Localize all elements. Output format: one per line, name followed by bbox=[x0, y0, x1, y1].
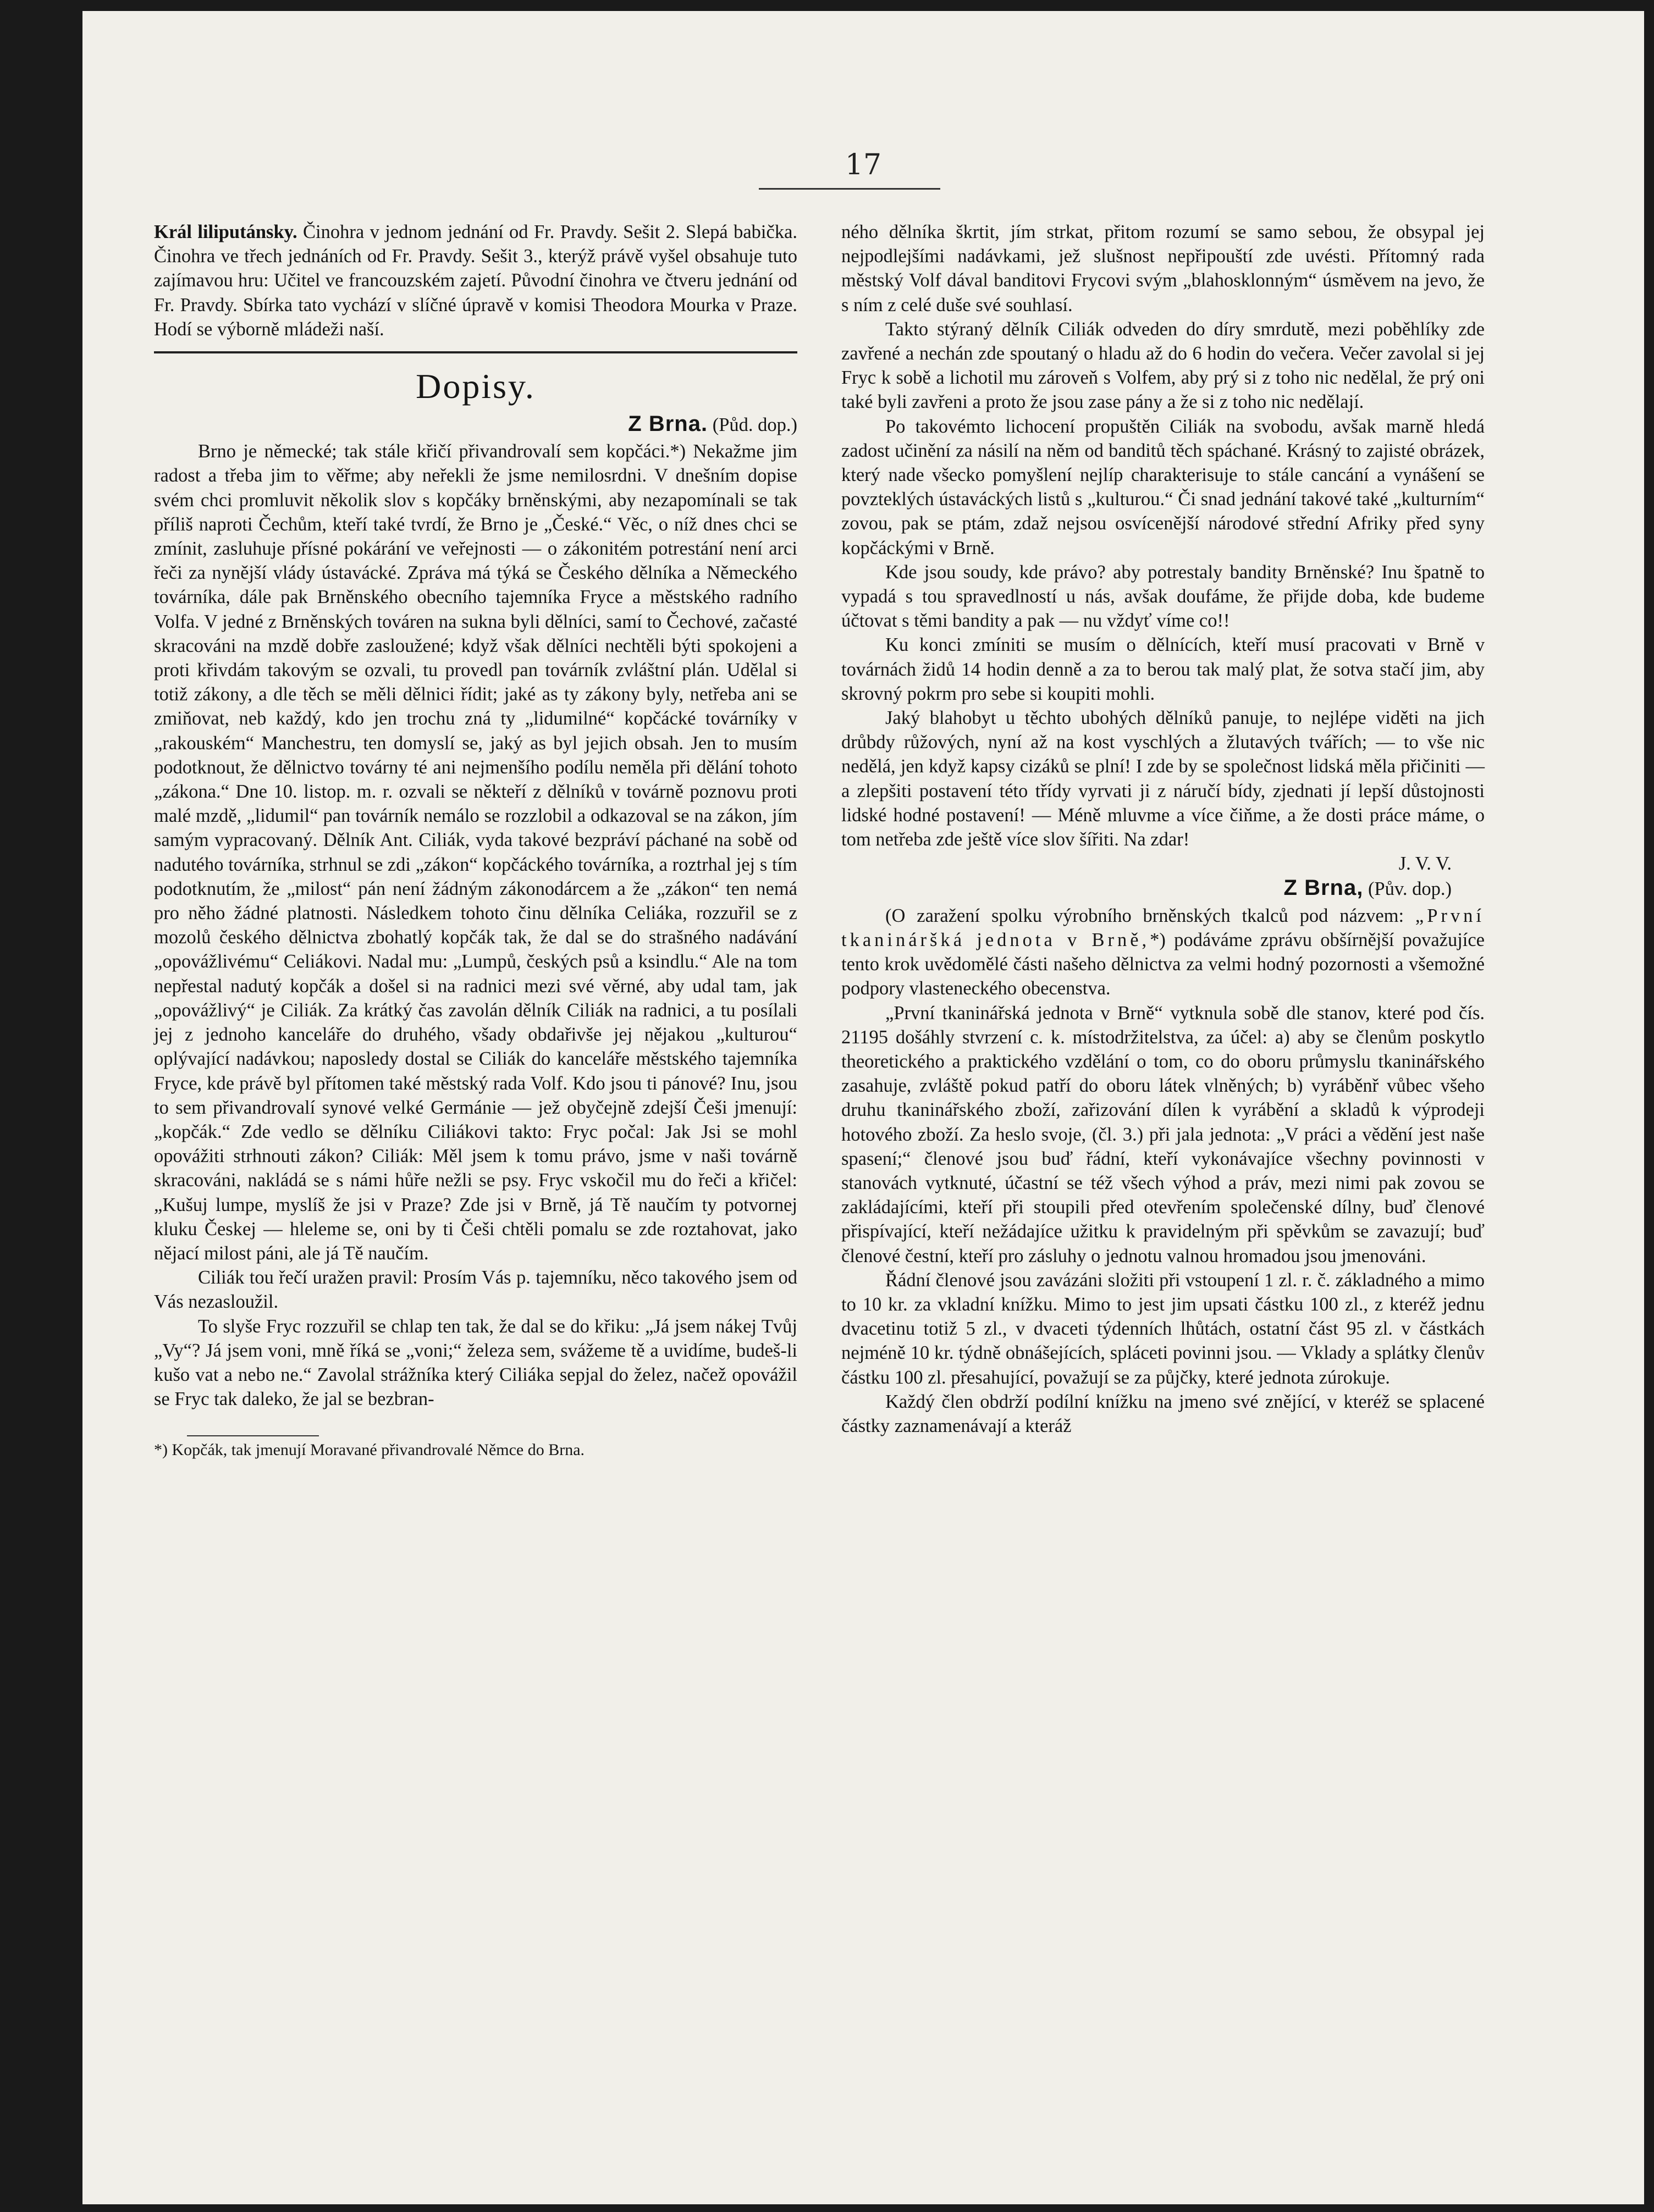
letter1-source: (Půd. dop.) bbox=[712, 414, 797, 436]
letter2-intro-b: *) podáváme zprávu obšírnější považujíce tento krok uvědomělé části našeho dělnictva za velmi hodný pozornosti a všemožné podpory vlasteneckého obecenstva. bbox=[841, 929, 1485, 999]
letter1-paragraph-2: Ciliák tou řečí uražen pravil: Prosím Vás p. tajemníku, něco takového jsem od Vás nezasloužil. bbox=[154, 1267, 797, 1313]
letter1-continuation-6: Jaký blahobyt u těchto ubohých dělníků panuje, to nejlépe viděti na jich drůbdy růžových, nyní až na kost vyschlých a žlutavých tvářích; — to vše nic nedělá, jen když kapsy cizáků se plní! I zde by se společnost lidská měla přičiniti — a zlepšiti postavení této třídy vyrvati ji z náručí bídy, zjednati jí lepší důstojnosti lidské hodné postavení! — Méně mluvme a více čiňme, a že dosti práce máme, o tom netřeba zde ještě více slov šířiti. Na zdar! bbox=[841, 707, 1485, 850]
page-number-rule bbox=[759, 188, 940, 190]
letter1-continuation-4: Kde jsou soudy, kde právo? aby potrestaly bandity Brněnské? Inu špatně to vypadá s tou spravedlností u nás, avšak doufáme, že přijde doba, kde budeme účtovat s těmi bandity a pak — nu vždyť víme co!! bbox=[841, 561, 1485, 632]
letter1-place: Z Brna. bbox=[628, 412, 708, 436]
right-column bbox=[841, 220, 1485, 1438]
letter2-paragraph-1: „První tkaninářská jednota v Brně“ vytknula sobě dle stanov, které pod čís. 21195 došáhly stvrzení c. k. místodržitelstva, za účel: a) aby se členům poskytlo theoretického a praktického vzdělání o tom, co do oboru průmyslu tkaninářského zasahuje, zvláště pokud patří do oboru látek vlněných; b) vyráběnř vůbec všeho druhu tkaninářského zboží, zařizování dílen k vyrábění a skladů k výprodeji hotového zboží. Za heslo svoje, (čl. 3.) při jala jednota: „V práci a vědění jest naše spasení;“ členové jsou buď řádní, kteří vykonávajíce všechny povinnosti v stanovách vytknuté, účastní se též všech výhod a práv, mezi nimi pak zovou se zakládajícími, kteří při stoupili před otevřením společenské dílny, buď členové přispívající, kteří nežádajíce užitku k pravidelným při spěvkům se zavazují; buď členové čestní, kteří pro zásluhy o jednotu valnou hromadou jsou jmenováni. bbox=[841, 1002, 1485, 1267]
letter1-continuation-1: ného dělníka škrtit, jím strkat, přitom rozumí se samo sebou, že obsypal jej nejpodlejšími nadávkami, jež slušnost nepřipouští zde uvésti. Přítomný rada městský Volf dával banditovi Frycovi svým „blahosklonným“ úsměvem na jevo, že s ním z celé duše své souhlasí. bbox=[841, 222, 1485, 316]
signature-line bbox=[841, 851, 1485, 876]
letter1-paragraph-1: Brno je německé; tak stále křičí přivandrovalí sem kopčáci.*) Nekažme jim radost a třeba jim to věřme; aby neřekli že jsme nemilosrdni. V dnešním dopise svém chci promluvit několik slov s kopčáky brněnskými, aby nezapomínali se tak příliš naproti Čechům, kteří také tvrdí, že Brno je „České.“ Věc, o níž dnes chci se zmínit, zasluhuje přísné pokárání ve veřejnosti — o zákonitém potrestání není arci řeči za nynější vlády ústavácké. Zpráva má týká se Českého dělníka a Německého továrníka, dále pak Brněnského obecního tajemníka Fryce a městského radního Volfa. V jedné z Brněnských továren na sukna byli dělníci, samí to Čechové, začasté skracováni na mzdě dobře zasloužené; když však dělníci nechtěli býti spokojeni a proti křivdám takovým se ozvali, tu provedl pan továrník zvláštní plán. Udělal si totiž zákony, a dle těch se měli dělnici řídit; jaké as ty zákony byly, netřeba ani se zmiňovat, neb každý, kdo jen trochu zná ty „lidumilné“ kopčácké továrníky v „rakouském“ Manchestru, ten domyslí se, jaký as byl jejich obsah. Jen to musím podotknout, že dělnictvo továrny té ani nejmenšího podílu neměla při dělání tohoto „zákona.“ Dne 10. listop. m. r. ozvali se někteří z dělníků v továrně poznovu proti malé mzdě, „lidumil“ pan továrník nemálo se rozzlobil a odkazoval se na zákon, jím samým vypracovaný. Dělník Ant. Ciliák, vyda takové bezpráví páchané na sobě od nadutého továrníka, strhnul se zdi „zákon“ kopčáckého továrníka, a roztrhal jej s tím podotknutím, že „milost“ pán není žádným zákonodárcem a že „zákon“ ten nemá pro něho žádné platnosti. Následkem tohoto činu dělníka Celiáka, rozzuřil se z mozolů českého dělnictva zbohatlý kopčák tak, že dal se do strašného nadávání „opovážlivému“ Celiákovi. Nadal mu: „Lumpů, českých psů a ksindlu.“ Ale na tom nepřestal nadutý kopčák a došel si na radnici mezi své věrné, aby udal tam, jak „opovážlivý“ je Ciliák. Za krátký čas zavolán dělník Ciliák na radnici, a tu posílali jej z jednoho kanceláře do druhého, všady obdařivše jej nějakou „kulturou“ oplývající nadávkou; naposledy dostal se Ciliák do kanceláře městského tajemníka Fryce, kde právě byl přítomen také městský rada Volf. Kdo jsou ti pánové? Inu, jsou to sem přivandrovalí synové velké Germánie — jež obyčejně zdejší Češi jmenují: „kopčák.“ Zde vedlo se dělníku Ciliákovi takto: Fryc počal: Jak Jsi se mohl opovážiti strhnouti zákon? Ciliák: Měl jsem k tomu právo, jsme v naši továrně skracováni, nakládá se s námi hůře nežli se psy. Fryc vskočil mu do řeči a křičel: „Kušuj lumpe, myslíš že jsi v Praze? Zde jsi v Brně, já Tě naučím ty potvornej kluku Českej — hleleme se, oni by ti Češi chtěli pomalu se zde roztahovat, jako nějací milost páni, ale já Tě naučím. bbox=[154, 441, 797, 1264]
book-review bbox=[154, 220, 797, 341]
letter2-paragraph-2: Řádní členové jsou zavázáni složiti při vstoupení 1 zl. r. č. základného a mimo to 10 kr. za vkladní knížku. Mimo to jest jim upsati částku 100 zl., z kteréž jednu dvacetinu totiž 5 zl., v dvaceti týdenních lhůtách, ostatní část 95 zl. v částkách nejméně 10 kr. týdně obnášejících, spláceti povinni jsou. — Vklady a splátky členův částku 100 zl. přesahující, považují se za půjčky, které jednota zúrokuje. bbox=[841, 1269, 1485, 1388]
left-column bbox=[154, 220, 797, 1461]
section-divider bbox=[154, 351, 797, 353]
letter1-continuation-5: Ku konci zmíniti se musím o dělnících, kteří musí pracovati v Brně v továrnách židů 14 hodin denně a za to berou tak malý plat, že sotva stačí jim, aby skrovný pokrm pro sebe si koupiti mohli. bbox=[841, 634, 1485, 704]
review-text: Činohra v jednom jednání od Fr. Pravdy. Sešit 2. Slepá babička. Činohra ve třech jednáních od Fr. Pravdy. Sešit 3., kterýž právě vyšel obsahuje tuto zajímavou hru: Učitel ve francouzském zajetí. Původní činohra ve čtveru jednání od Fr. Pravdy. Sbírka tato vychází v slíčné úpravě v komisi Theodora Mourka v Praze. Hodí se výborně mládeži naší. bbox=[154, 222, 798, 340]
letter2-society-name: „První tkanináršká jednota v Brně, bbox=[841, 905, 1485, 950]
letter2-intro-a: (O zaražení spolku výrobního brněnských tkalců pod názvem: bbox=[885, 905, 1404, 926]
letter1-dateline bbox=[154, 412, 797, 437]
letter2-source: (Pův. dop.) bbox=[1368, 878, 1452, 900]
newspaper-page bbox=[82, 11, 1644, 2204]
review-book-title: Král liliputánsky. bbox=[154, 222, 297, 242]
letter2-paragraph-3: Každý člen obdrží podílní knížku na jmeno své znějící, v kteréž se splacené částky zaznamenávají a kteráž bbox=[841, 1391, 1485, 1436]
page-number: 17 bbox=[845, 148, 882, 181]
footnote: *) Kopčák, tak jmenují Moravané přivandrovalé Němce do Brna. bbox=[154, 1441, 585, 1459]
section-title: Dopisy. bbox=[416, 367, 536, 406]
letter2-dateline bbox=[841, 876, 1485, 901]
letter2-place: Z Brna, bbox=[1283, 876, 1364, 900]
signature: J. V. V. bbox=[1398, 853, 1452, 875]
letter1-continuation-2: Takto stýraný dělník Ciliák odveden do díry smrdutě, mezi poběhlíky zde zavřené a nechán zde spoutaný o hladu až do 6 hodin do večera. Večer zavolal si jej Fryc k sobě a lichotil mu zároveň s Volfem, aby prý si z toho nic nedělal, že prý oni také byli zavřeni a proto že jsou zase pány a že si z toho nic nedělají. bbox=[841, 318, 1485, 413]
letter1-paragraph-3: To slyše Fryc rozzuřil se chlap ten tak, že dal se do křiku: „Já jsem nákej Tvůj „Vy“? Já jsem voni, mně říká se „voni;“ železa sem, svážeme tě a uvidíme, budeš-li kušo vat a nebo ne.“ Zavolal strážníka který Ciliáka sepjal do želez, načež opovážil se Fryc tak daleko, že jal se bezbran- bbox=[154, 1315, 797, 1410]
letter2-intro bbox=[841, 904, 1485, 1001]
letter1-continuation-3: Po takovémto lichocení propuštěn Ciliák na svobodu, avšak marně hledá zadost učinění za násilí na něm od banditů těch spáchané. Krásný to zajisté obrázek, který nade všecko pomyšlení nejlíp charakterisuje to stále cancání a vynášení se povzteklých ústaváckých listů s „kulturou.“ Či snad jednání takové také „kulturním“ zovou, pak se ptám, zdaž nejsou osvícenější národové střední Afriky před syny kopčáckými v Brně. bbox=[841, 416, 1485, 558]
footnote-rule bbox=[187, 1435, 319, 1436]
